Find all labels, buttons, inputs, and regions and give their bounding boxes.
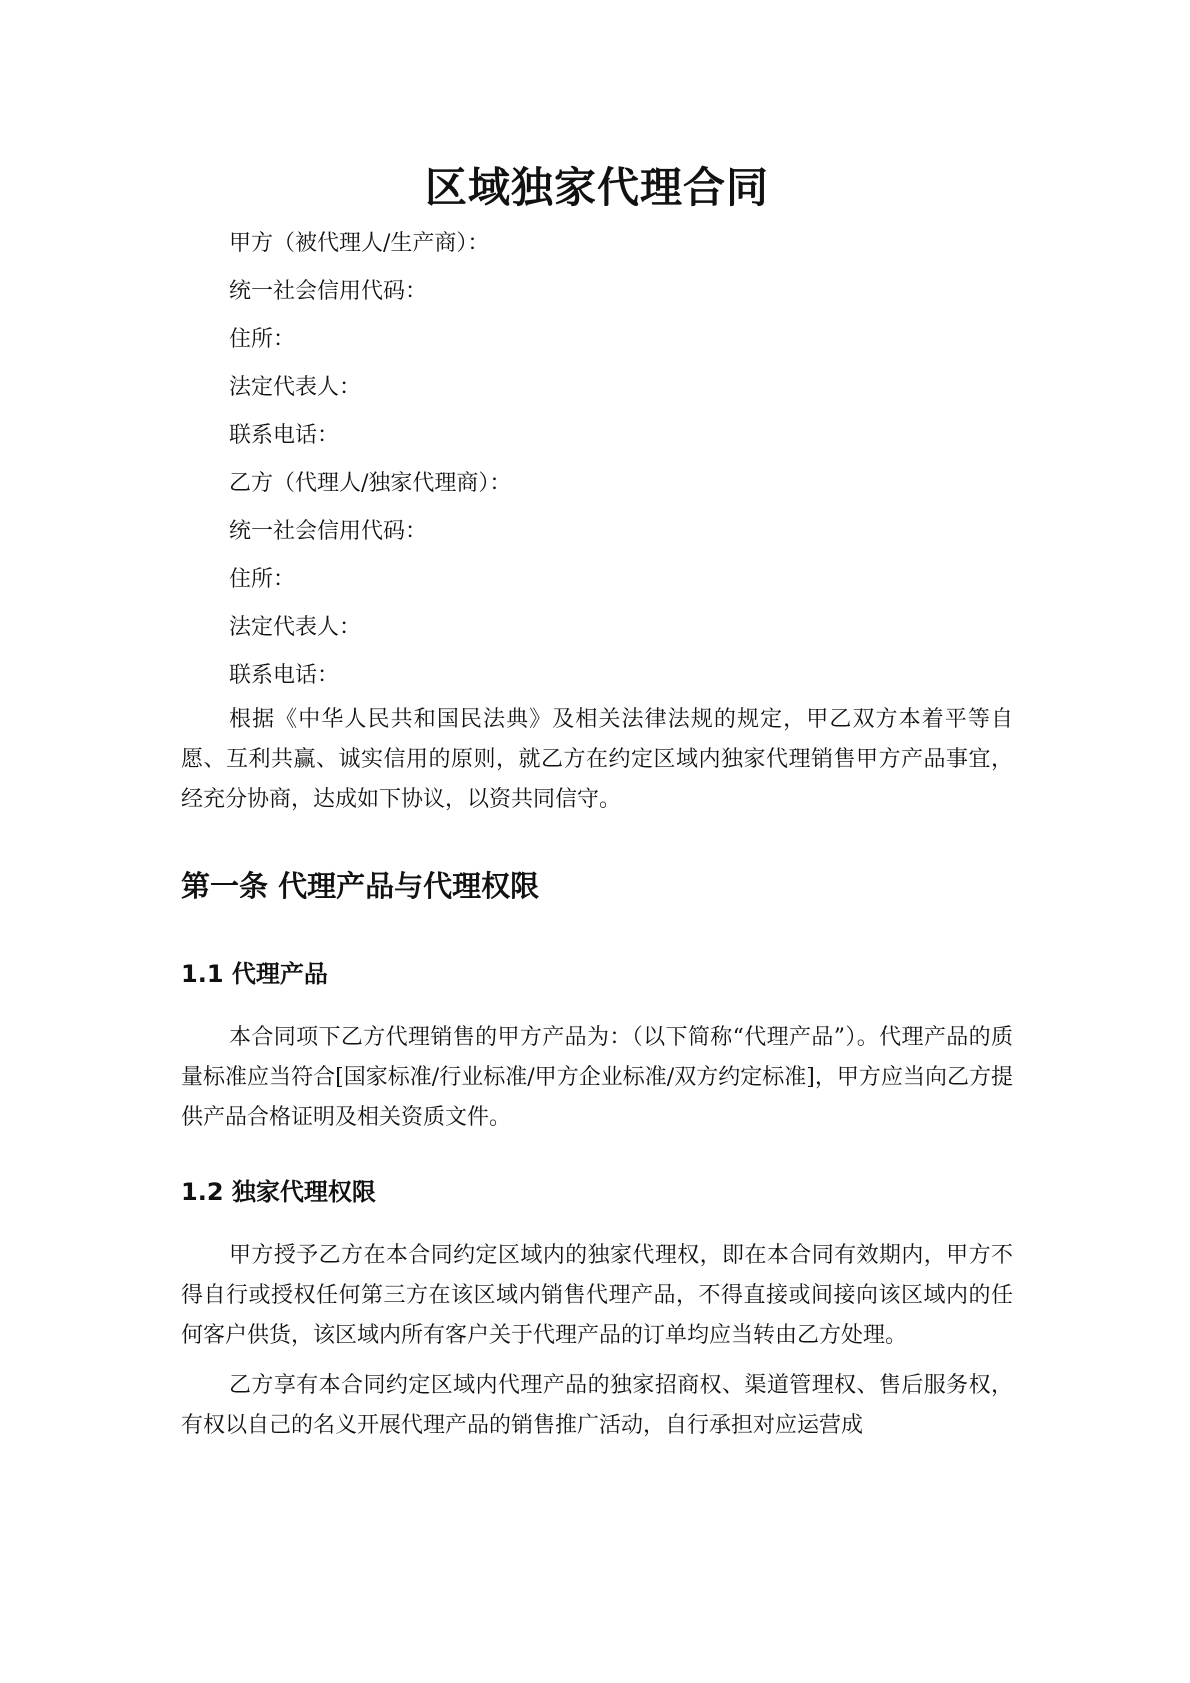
party-b-legal-rep: 法定代表人： [229,615,362,640]
party-b-heading: 乙方（代理人/独家代理商）： [229,471,512,496]
party-a-phone: 联系电话： [229,423,340,448]
party-a-heading: 甲方（被代理人/生产商）： [229,231,490,256]
party-info-block [181,220,1013,700]
contract-title: 区域独家代理合同 [424,163,769,212]
section-1-2-paragraph-1: 甲方授予乙方在本合同约定区域内的独家代理权，即在本合同有效期内，甲方不得自行或授权任何第三方在该区域内销售代理产品，不得直接或间接向该区域内的任何客户供货，该区域内所有客户关于代理产品的订单均应当转由乙方处理。 [181,1243,1013,1348]
section-1-2-paragraph-2: 乙方享有本合同约定区域内代理产品的独家招商权、渠道管理权、售后服务权，有权以自己的名义开展代理产品的销售推广活动，自行承担对应运营成 [181,1373,1013,1438]
article-1-heading: 第一条 代理产品与代理权限 [181,869,540,903]
party-a-credit-code: 统一社会信用代码： [229,279,428,304]
preamble-paragraph: 根据《中华人民共和国民法典》及相关法律法规的规定，甲乙双方本着平等自愿、互利共赢、诚实信用的原则，就乙方在约定区域内独家代理销售甲方产品事宜，经充分协商，达成如下协议，以资共同信守。 [181,707,1013,812]
party-b-credit-code: 统一社会信用代码： [229,519,428,544]
section-1-2-heading: 1.2 独家代理权限 [181,1178,376,1206]
document-body [181,160,1013,1446]
party-a-legal-rep: 法定代表人： [229,375,362,400]
section-1-1-heading: 1.1 代理产品 [181,960,328,988]
party-b-address: 住所： [229,567,296,592]
section-1-1-paragraph: 本合同项下乙方代理销售的甲方产品为：（以下简称“代理产品”）。代理产品的质量标准应当符合[国家标准/行业标准/甲方企业标准/双方约定标准]，甲方应当向乙方提供产品合格证明及相关资质文件。 [181,1025,1013,1130]
party-a-address: 住所： [229,327,296,352]
party-b-phone: 联系电话： [229,663,340,688]
